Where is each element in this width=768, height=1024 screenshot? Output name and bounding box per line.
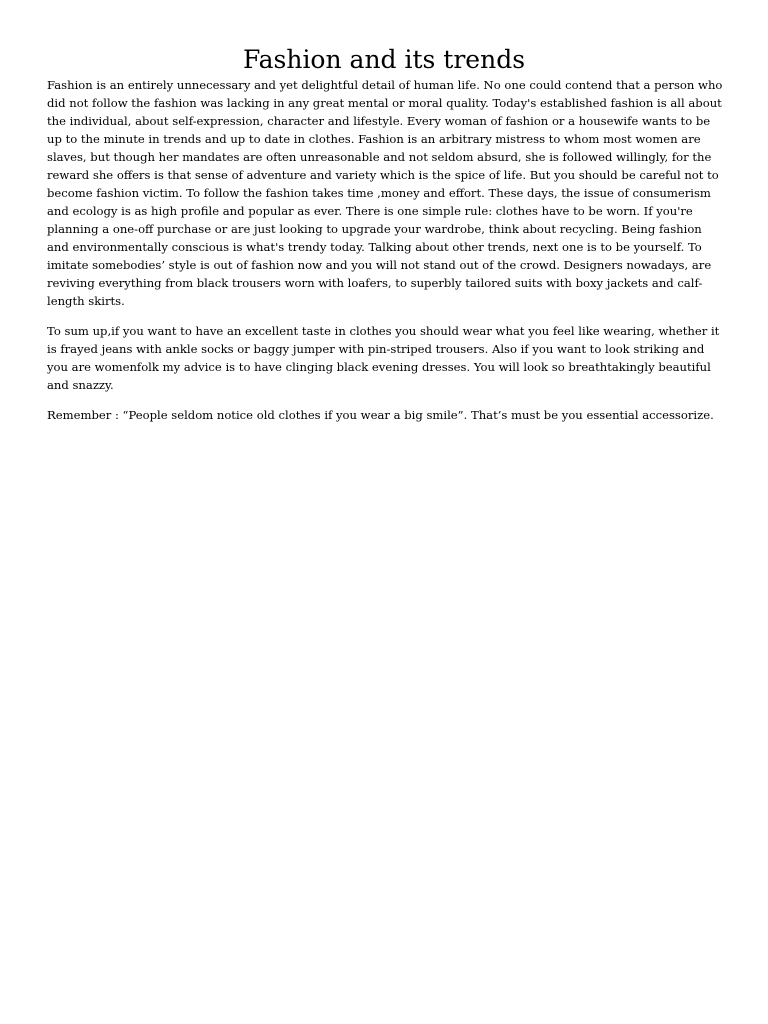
document-title: Fashion and its trends [242,45,526,74]
paragraph-intro: Fashion is an entirely unnecessary and yet delightful detail of human life. No one could contend that a person who did not follow the fashion was lacking in any great mental or moral quality. Today's established fashion is all about the individual, about self-expression, character and lifestyle. Every woman of fashion or a housewife wants to be up to the minute in trends and up to date in clothes. Fashion is an arbitrary mistress to whom most women are slaves, but though her mandates are often unreasonable and not seldom absurd, she is followed willingly, for the reward she offers is that sense of adventure and variety which is the spice of life. But you should be careful not to become fashion victim. To follow the fashion takes time ,money and effort. These days, the issue of consumerism and ecology is as high profile and popular as ever. There is one simple rule: clothes have to be worn. If you're planning a one-off purchase or are just looking to upgrade your wardrobe, think about recycling. Being fashion and environmentally conscious is what's trendy today. Talking about other trends, next one is to be yourself. To imitate somebodies’ style is out of fashion now and you will not stand out of the crowd. Designers nowadays, are reviving everything from black trousers worn with loafers, to superbly tailored suits with boxy jackets and calf-length skirts. [47,78,723,308]
paragraph-remember: Remember : “People seldom notice old clothes if you wear a big smile”. That’s must be you essential accessorize. [47,408,714,422]
paragraph-conclusion: To sum up,if you want to have an excellent taste in clothes you should wear what you feel like wearing, whether it is frayed jeans with ankle socks or baggy jumper with pin-striped trousers. Also if you want to look striking and you are womenfolk my advice is to have clinging black evening dresses. You will look so breathtakingly beautiful and snazzy. [47,324,720,392]
